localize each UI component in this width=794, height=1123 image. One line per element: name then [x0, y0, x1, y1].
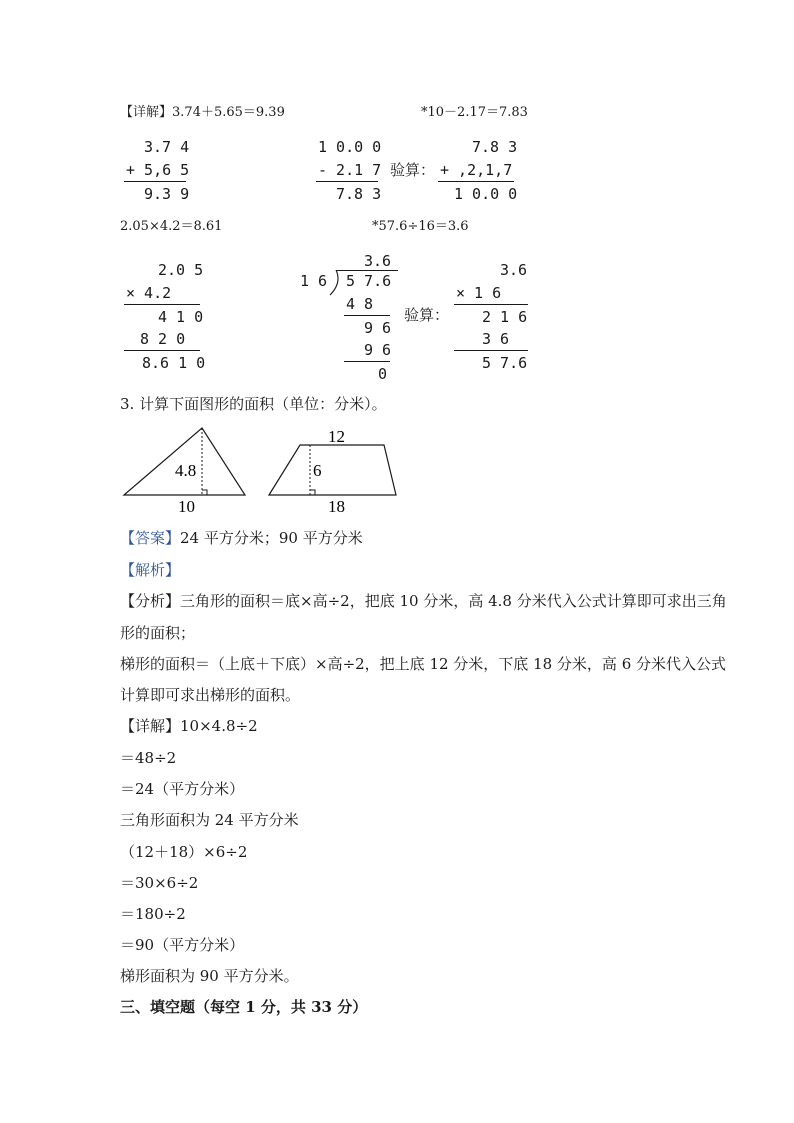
analysis-line-1: [120, 594, 727, 609]
mul-partial-2: 8 2 0: [140, 330, 186, 348]
div-subtract-1: 4 8: [346, 295, 374, 313]
check-mul-row-1: 3.6: [500, 261, 528, 279]
question-3: 3. 计算下面图形的面积（单位：分米）。: [120, 395, 387, 413]
detail-step-4: 三角形面积为 24 平方分米: [120, 811, 299, 829]
check-mul-rule-2: [454, 350, 528, 351]
triangle-figure: [124, 428, 245, 516]
check-mul-partial-1: 2 1 6: [482, 308, 528, 326]
div-quotient: 3.6: [364, 252, 392, 270]
triangle-base-label: 10: [178, 497, 195, 516]
sub-rule: [316, 181, 378, 182]
mul-rule-2: [124, 350, 200, 351]
equation-addition: 3.74＋5.65＝9.39: [172, 105, 285, 120]
check-label-1: 验算：: [390, 161, 436, 179]
trapezoid-top-label: 12: [328, 427, 345, 446]
detail-step-9: 梯形面积为 90 平方分米。: [120, 967, 299, 985]
analysis-line-4: 计算即可求出梯形的面积。: [120, 686, 301, 704]
trapezoid-bottom-label: 18: [328, 497, 345, 516]
trapezoid-height-label: 6: [313, 461, 322, 480]
equation-multiplication: 2.05×4.2＝8.61: [120, 219, 223, 234]
mul-row-2: × 4.2: [126, 284, 172, 302]
check-mul-partial-2: 3 6: [482, 330, 510, 348]
div-bracket-icon: [326, 270, 340, 296]
check-mul-rule-1: [454, 304, 528, 305]
check-label-2: 验算：: [404, 306, 450, 324]
detail-step-6: ＝30×6÷2: [120, 874, 199, 892]
check-mul-row-2: × 1 6: [456, 284, 502, 302]
div-divisor: 1 6: [300, 272, 328, 290]
check-mul-result: 5 7.6: [482, 354, 528, 372]
detail-line-a: [120, 719, 258, 734]
trapezoid-figure: [269, 427, 396, 516]
div-remainder-1: 9 6: [364, 319, 392, 337]
div-rule-2: [344, 361, 390, 362]
mul-row-1: 2.0 5: [158, 261, 204, 279]
analysis-line-3: 梯形的面积＝（上底＋下底）×高÷2，把上底 12 分米，下底 18 分米，高 6 分米代入公式: [120, 655, 727, 673]
detail-step-1: 10×4.8÷2: [180, 717, 258, 735]
answer-label: 【答案】: [120, 529, 181, 547]
detail-step-7: ＝180÷2: [120, 905, 186, 923]
sub-result: 7.8 3: [336, 185, 382, 203]
div-dividend: 5 7.6: [346, 272, 392, 290]
answer-text: 24 平方分米；90 平方分米: [180, 529, 363, 547]
analysis-line-2: 形的面积；: [120, 624, 196, 642]
detail-step-2: ＝48÷2: [120, 749, 177, 767]
sub-row-2: - 2.1 7: [318, 161, 382, 179]
equation-subtraction: *10－2.17＝7.83: [421, 105, 528, 120]
check-add-rule: [438, 181, 514, 182]
add-row-2: + 5,6 5: [126, 161, 190, 179]
check-add-row-1: 7.8 3: [472, 138, 518, 156]
mul-partial-1: 4 1 0: [158, 308, 204, 326]
triangle-height-label: 4.8: [175, 461, 197, 480]
analysis-label: 【分析】: [120, 592, 181, 610]
detail-label-2: 【详解】: [120, 717, 181, 735]
add-rule: [124, 181, 186, 182]
div-rule-1: [344, 315, 390, 316]
analysis-header: 【解析】: [120, 561, 181, 579]
detail-step-5: （12＋18）×6÷2: [120, 843, 248, 861]
section-heading: 三、填空题（每空 1 分，共 33 分）: [120, 998, 368, 1016]
geometry-figures: [118, 424, 408, 516]
check-add-row-2: + ,2,1,7: [440, 161, 513, 179]
add-result: 9.3 9: [144, 185, 190, 203]
mul-result: 8.6 1 0: [142, 354, 206, 372]
analysis-text-1: 三角形的面积＝底×高÷2，把底 10 分米，高 4.8 分米代入公式计算即可求出三角: [180, 592, 727, 610]
check-add-result: 1 0.0 0: [454, 185, 518, 203]
add-row-1: 3.7 4: [144, 138, 190, 156]
equation-division: *57.6÷16＝3.6: [372, 219, 469, 234]
div-remainder-2: 0: [378, 365, 388, 383]
detail-step-3: ＝24（平方分米）: [120, 780, 245, 798]
div-subtract-2: 9 6: [364, 341, 392, 359]
detail-step-8: ＝90（平方分米）: [120, 936, 245, 954]
sub-row-1: 1 0.0 0: [318, 138, 382, 156]
answer-line: [120, 531, 363, 546]
mul-rule-1: [124, 304, 200, 305]
detail-label: 【详解】: [120, 105, 173, 120]
div-bar: [336, 270, 398, 271]
detail-line-1: [120, 106, 285, 119]
